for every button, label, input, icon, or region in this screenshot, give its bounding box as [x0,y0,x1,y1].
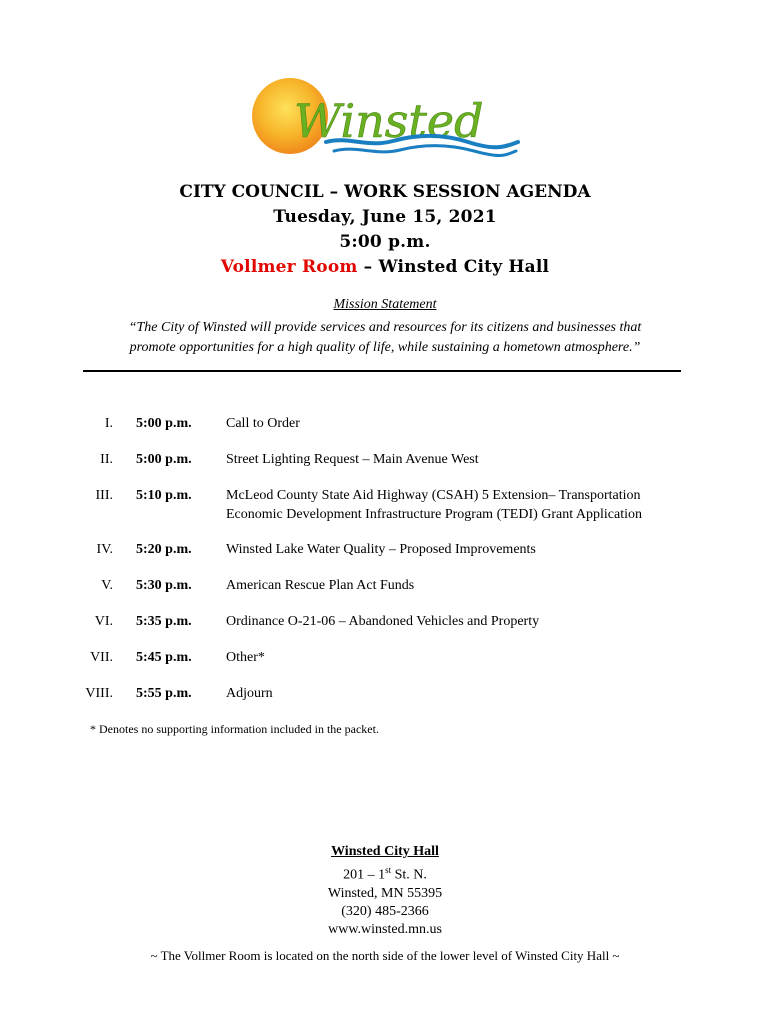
mission-heading: Mission Statement [333,297,437,312]
meeting-date: Tuesday, June 15, 2021 [273,207,497,227]
item-description: Adjourn [226,686,273,701]
item-number: III. [95,488,113,503]
phone-number: (320) 485-2366 [341,903,429,919]
item-number: VII. [90,650,113,665]
item-number: VI. [94,614,113,629]
mission-line: promote opportunities for a high quality of life, while sustaining a hometown atmosphere.” [129,340,641,355]
item-line: McLeod County State Aid Highway (CSAH) 5 Extension– Transportation [226,488,641,503]
item-description: Ordinance O-21-06 – Abandoned Vehicles and Property [226,614,540,629]
city-state-zip: Winsted, MN 55395 [327,885,443,901]
item-time: 5:10 p.m. [136,488,192,503]
agenda-title: CITY COUNCIL – WORK SESSION AGENDA [179,182,591,202]
meeting-time: 5:00 p.m. [339,232,431,252]
winsted-logo [248,76,523,164]
item-time: 5:30 p.m. [136,578,192,593]
street-address [0,861,770,885]
location-rest: – Winsted City Hall [357,257,550,277]
item-time: 5:35 p.m. [136,614,192,629]
item-number: V. [101,578,113,593]
item-time: 5:00 p.m. [136,452,192,467]
street-superscript: st [385,865,392,875]
item-time: 5:45 p.m. [136,650,192,665]
room-name: Vollmer Room [220,257,358,277]
address-title: Winsted City Hall [331,844,439,859]
item-description: Street Lighting Request – Main Avenue West [226,452,479,467]
item-description: Other* [226,650,265,665]
city-hall-address [0,843,770,939]
item-number: II. [100,452,113,467]
item-time: 5:00 p.m. [136,416,192,431]
mission-statement [0,296,770,358]
item-number: I. [104,416,113,431]
meeting-location [0,255,770,280]
item-description: American Rescue Plan Act Funds [226,578,415,593]
footer-note: ~ The Vollmer Room is located on the north side of the lower level of Winsted City Hall ~ [150,948,620,963]
item-time: 5:20 p.m. [136,542,192,557]
street-part: 201 – 1 [343,867,386,883]
mission-line: “The City of Winsted will provide services and resources for its citizens and businesses that [128,320,642,335]
item-description: Winsted Lake Water Quality – Proposed Improvements [226,542,536,557]
divider [83,370,681,372]
website-link[interactable]: www.winsted.mn.us [328,921,442,937]
item-line: Economic Development Infrastructure Program (TEDI) Grant Application [226,507,642,522]
item-number: IV. [96,542,113,557]
footnote: * Denotes no supporting information included in the packet. [90,722,379,736]
item-number: VIII. [85,686,113,701]
agenda-header [0,180,770,280]
item-description [226,486,696,524]
item-description: Call to Order [226,416,300,431]
street-part: St. N. [391,867,427,883]
logo-text: Winsted [294,94,484,148]
mission-text [0,318,770,358]
item-time: 5:55 p.m. [136,686,192,701]
